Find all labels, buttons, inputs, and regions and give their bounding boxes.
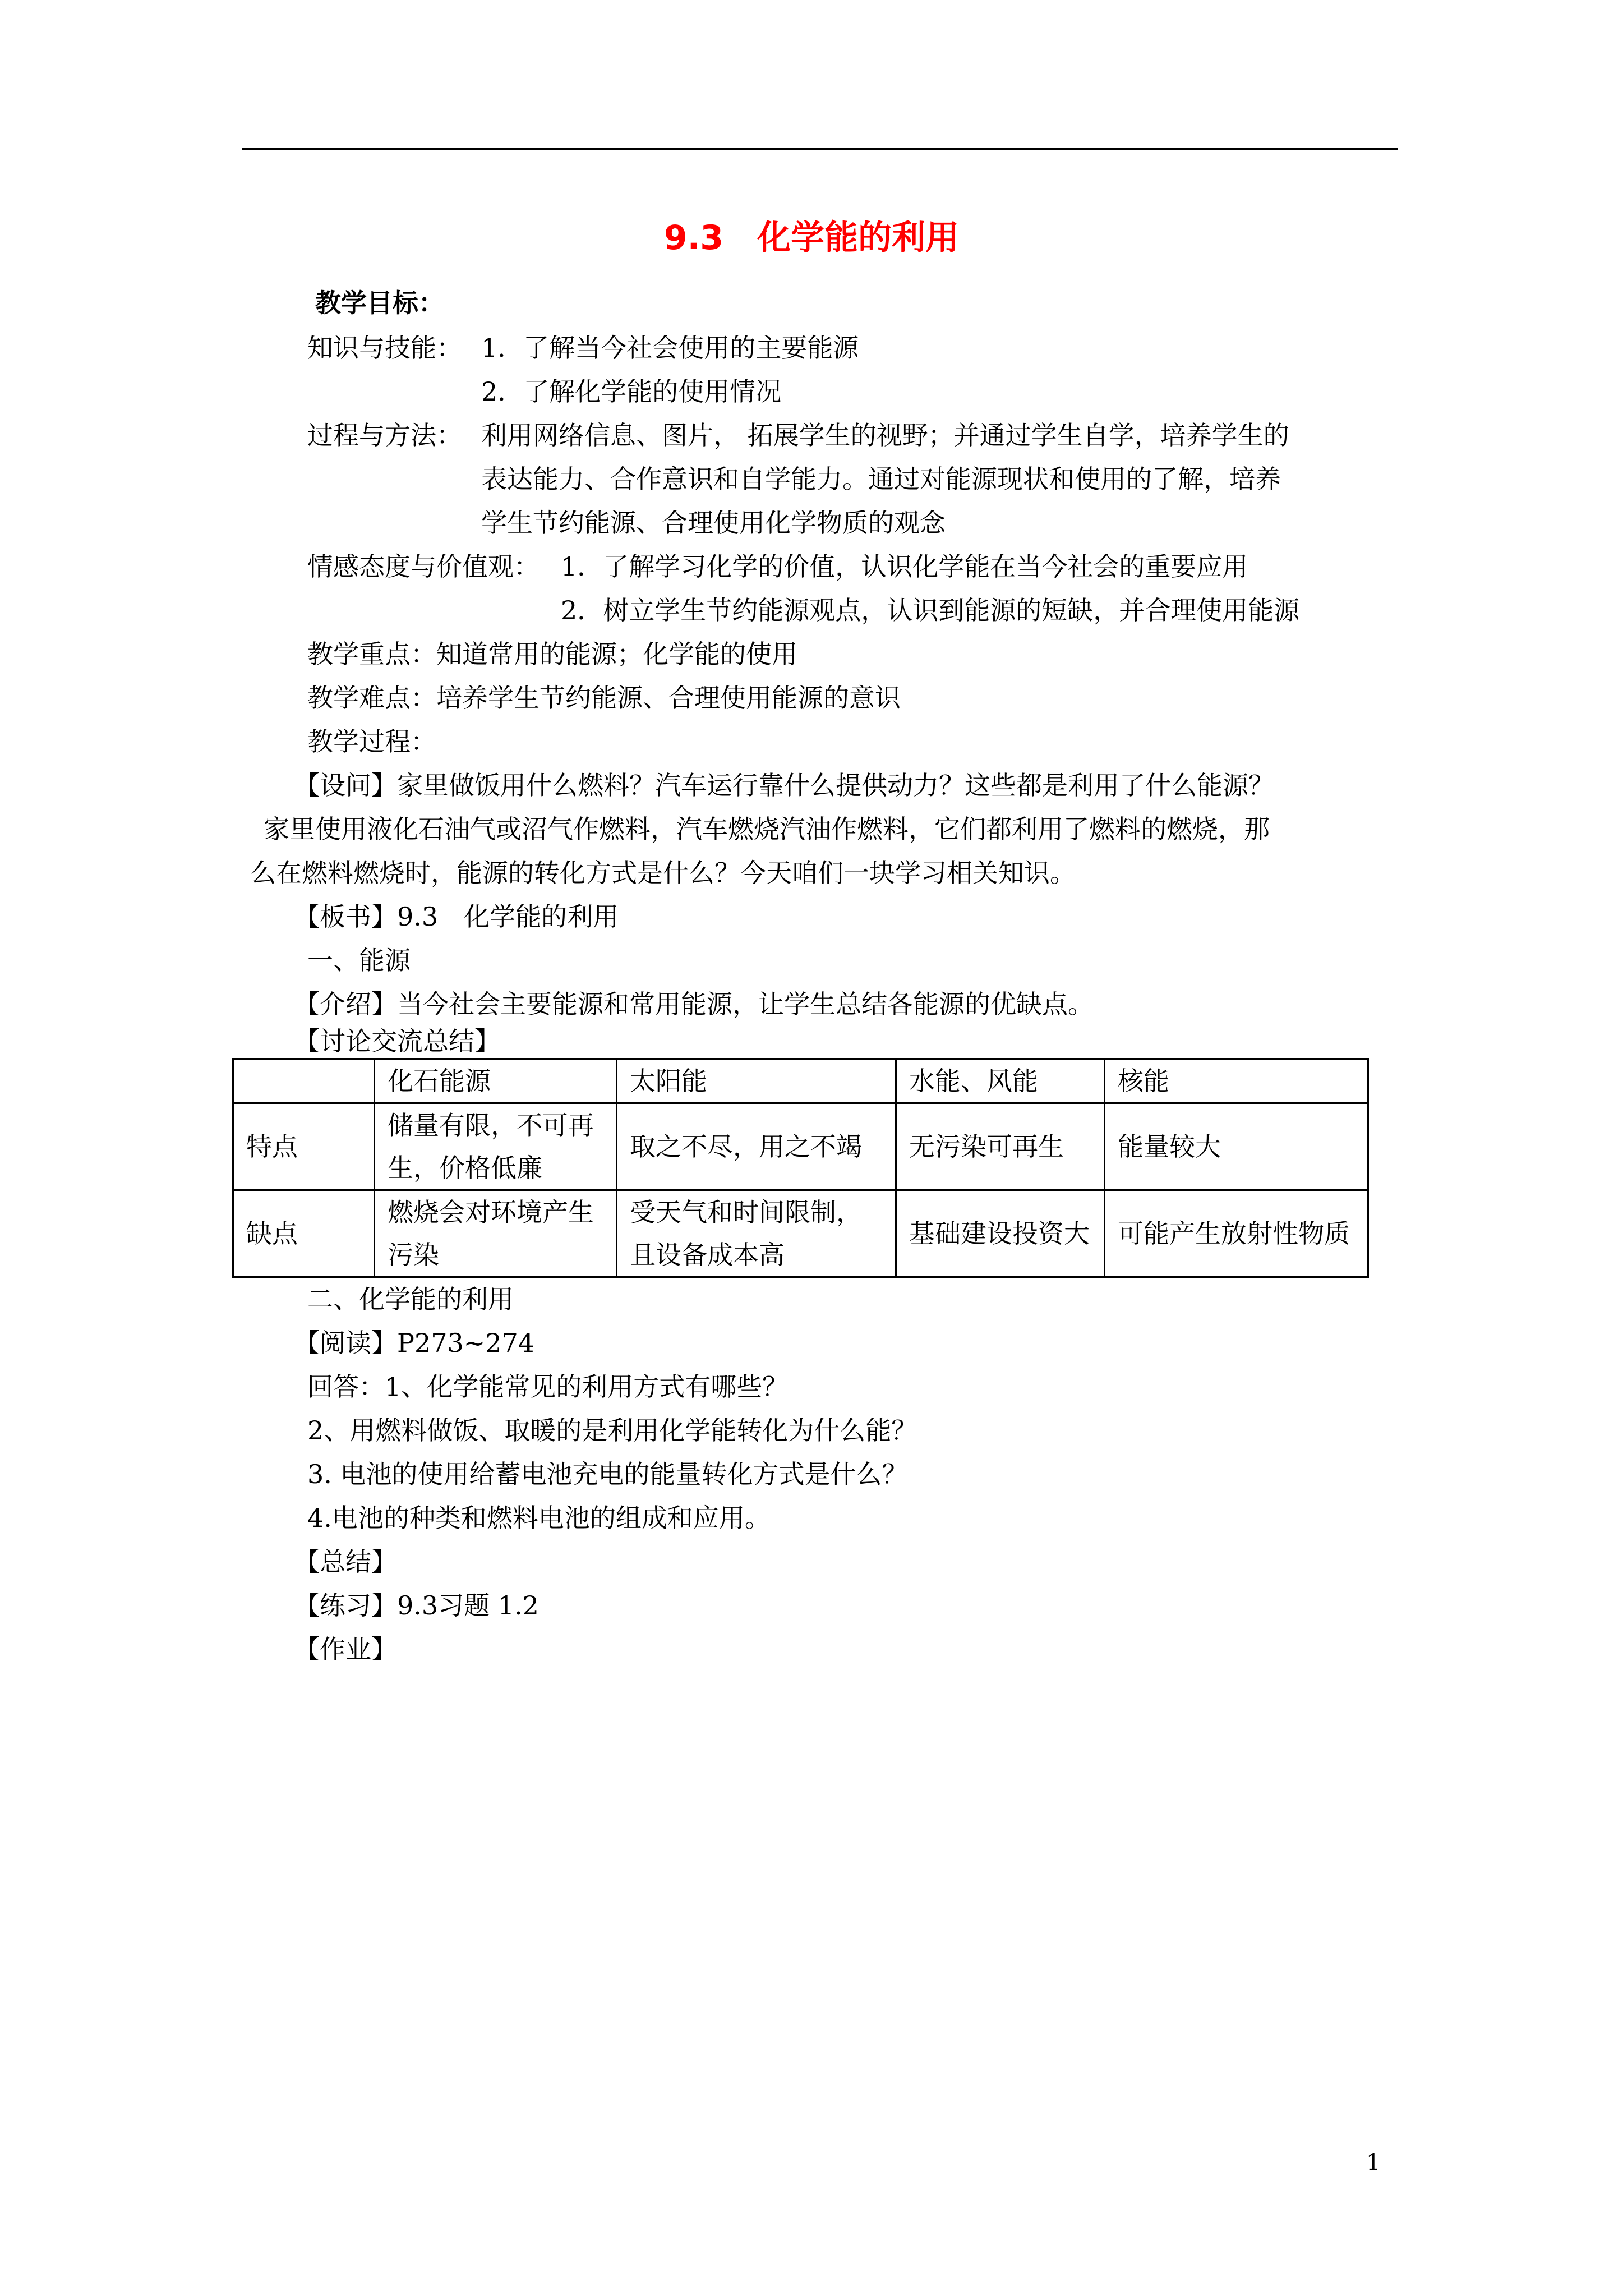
table-cell: 取之不尽，用之不竭 <box>617 1103 896 1190</box>
board-note: 【板书】9.3 化学能的利用 <box>294 901 619 932</box>
table-cell: 储量有限，不可再生，价格低廉 <box>375 1103 617 1190</box>
table-row <box>233 1103 1368 1190</box>
exercise-note: 【练习】9.3习题 1.2 <box>294 1590 539 1621</box>
table-header-cell: 化石能源 <box>375 1059 617 1103</box>
process-label: 过程与方法： <box>307 420 462 450</box>
table-cell: 受天气和时间限制，且设备成本高 <box>617 1190 896 1277</box>
table-cell: 可能产生放射性物质 <box>1105 1190 1368 1277</box>
answer-line-4: 4.电池的种类和燃料电池的组成和应用。 <box>307 1503 771 1533</box>
section-energy-heading: 一、能源 <box>307 945 411 976</box>
process-heading: 教学过程： <box>307 726 436 757</box>
table-cell: 基础建设投资大 <box>896 1190 1105 1277</box>
discussion-note: 【讨论交流总结】 <box>294 1026 500 1056</box>
answer-line-1: 回答：1、化学能常见的利用方式有哪些？ <box>307 1372 789 1402</box>
knowledge-item-2: 2．了解化学能的使用情况 <box>481 376 782 407</box>
emotion-label: 情感态度与价值观： <box>307 551 540 582</box>
introduce-note: 【介绍】当今社会主要能源和常用能源，让学生总结各能源的优缺点。 <box>294 989 1094 1019</box>
table-header-cell: 水能、风能 <box>896 1059 1105 1103</box>
table-row-label: 特点 <box>233 1103 375 1190</box>
summary-note: 【总结】 <box>294 1547 397 1577</box>
header-rule <box>242 148 1398 150</box>
page-title: 9.3 化学能的利用 <box>663 218 960 257</box>
process-line-2: 表达能力、合作意识和自学能力。通过对能源现状和使用的了解，培养 <box>481 464 1281 494</box>
page-number: 1 <box>1366 2150 1381 2175</box>
process-line-1: 利用网络信息、图片， 拓展学生的视野；并通过学生自学，培养学生的 <box>481 420 1289 450</box>
difficulty: 教学难点：培养学生节约能源、合理使用能源的意识 <box>307 683 901 713</box>
answer-line-3: 3. 电池的使用给蓄电池充电的能量转化方式是什么？ <box>307 1459 908 1489</box>
question-line-1: 【设问】家里做饭用什么燃料？汽车运行靠什么提供动力？这些都是利用了什么能源？ <box>294 770 1274 800</box>
table-cell: 能量较大 <box>1105 1103 1368 1190</box>
homework-note: 【作业】 <box>294 1634 397 1664</box>
section-chemical-energy-heading: 二、化学能的利用 <box>307 1284 514 1314</box>
answer-line-2: 2、用燃料做饭、取暖的是利用化学能转化为什么能？ <box>307 1415 917 1446</box>
table-header-cell: 核能 <box>1105 1059 1368 1103</box>
table-header-cell <box>233 1059 375 1103</box>
knowledge-label: 知识与技能： <box>307 333 462 363</box>
table-header-row <box>233 1059 1368 1103</box>
table-cell: 无污染可再生 <box>896 1103 1105 1190</box>
question-line-3: 么在燃料燃烧时，能源的转化方式是什么？今天咱们一块学习相关知识。 <box>250 858 1076 888</box>
table-row-label: 缺点 <box>233 1190 375 1277</box>
emotion-item-1: 1．了解学习化学的价值，认识化学能在当今社会的重要应用 <box>561 551 1248 582</box>
question-line-2: 家里使用液化石油气或沼气作燃料，汽车燃烧汽油作燃料，它们都利用了燃料的燃烧，那 <box>264 814 1270 844</box>
process-line-3: 学生节约能源、合理使用化学物质的观念 <box>481 508 946 538</box>
key-point: 教学重点：知道常用的能源；化学能的使用 <box>307 639 797 669</box>
table-row <box>233 1190 1368 1277</box>
emotion-item-2: 2．树立学生节约能源观点，认识到能源的短缺，并合理使用能源 <box>561 595 1300 625</box>
table-cell: 燃烧会对环境产生污染 <box>375 1190 617 1277</box>
table-header-cell: 太阳能 <box>617 1059 896 1103</box>
knowledge-item-1: 1．了解当今社会使用的主要能源 <box>481 333 859 363</box>
energy-comparison-table <box>232 1058 1369 1278</box>
objectives-heading: 教学目标： <box>315 288 444 318</box>
reading-note: 【阅读】P273~274 <box>294 1328 535 1358</box>
